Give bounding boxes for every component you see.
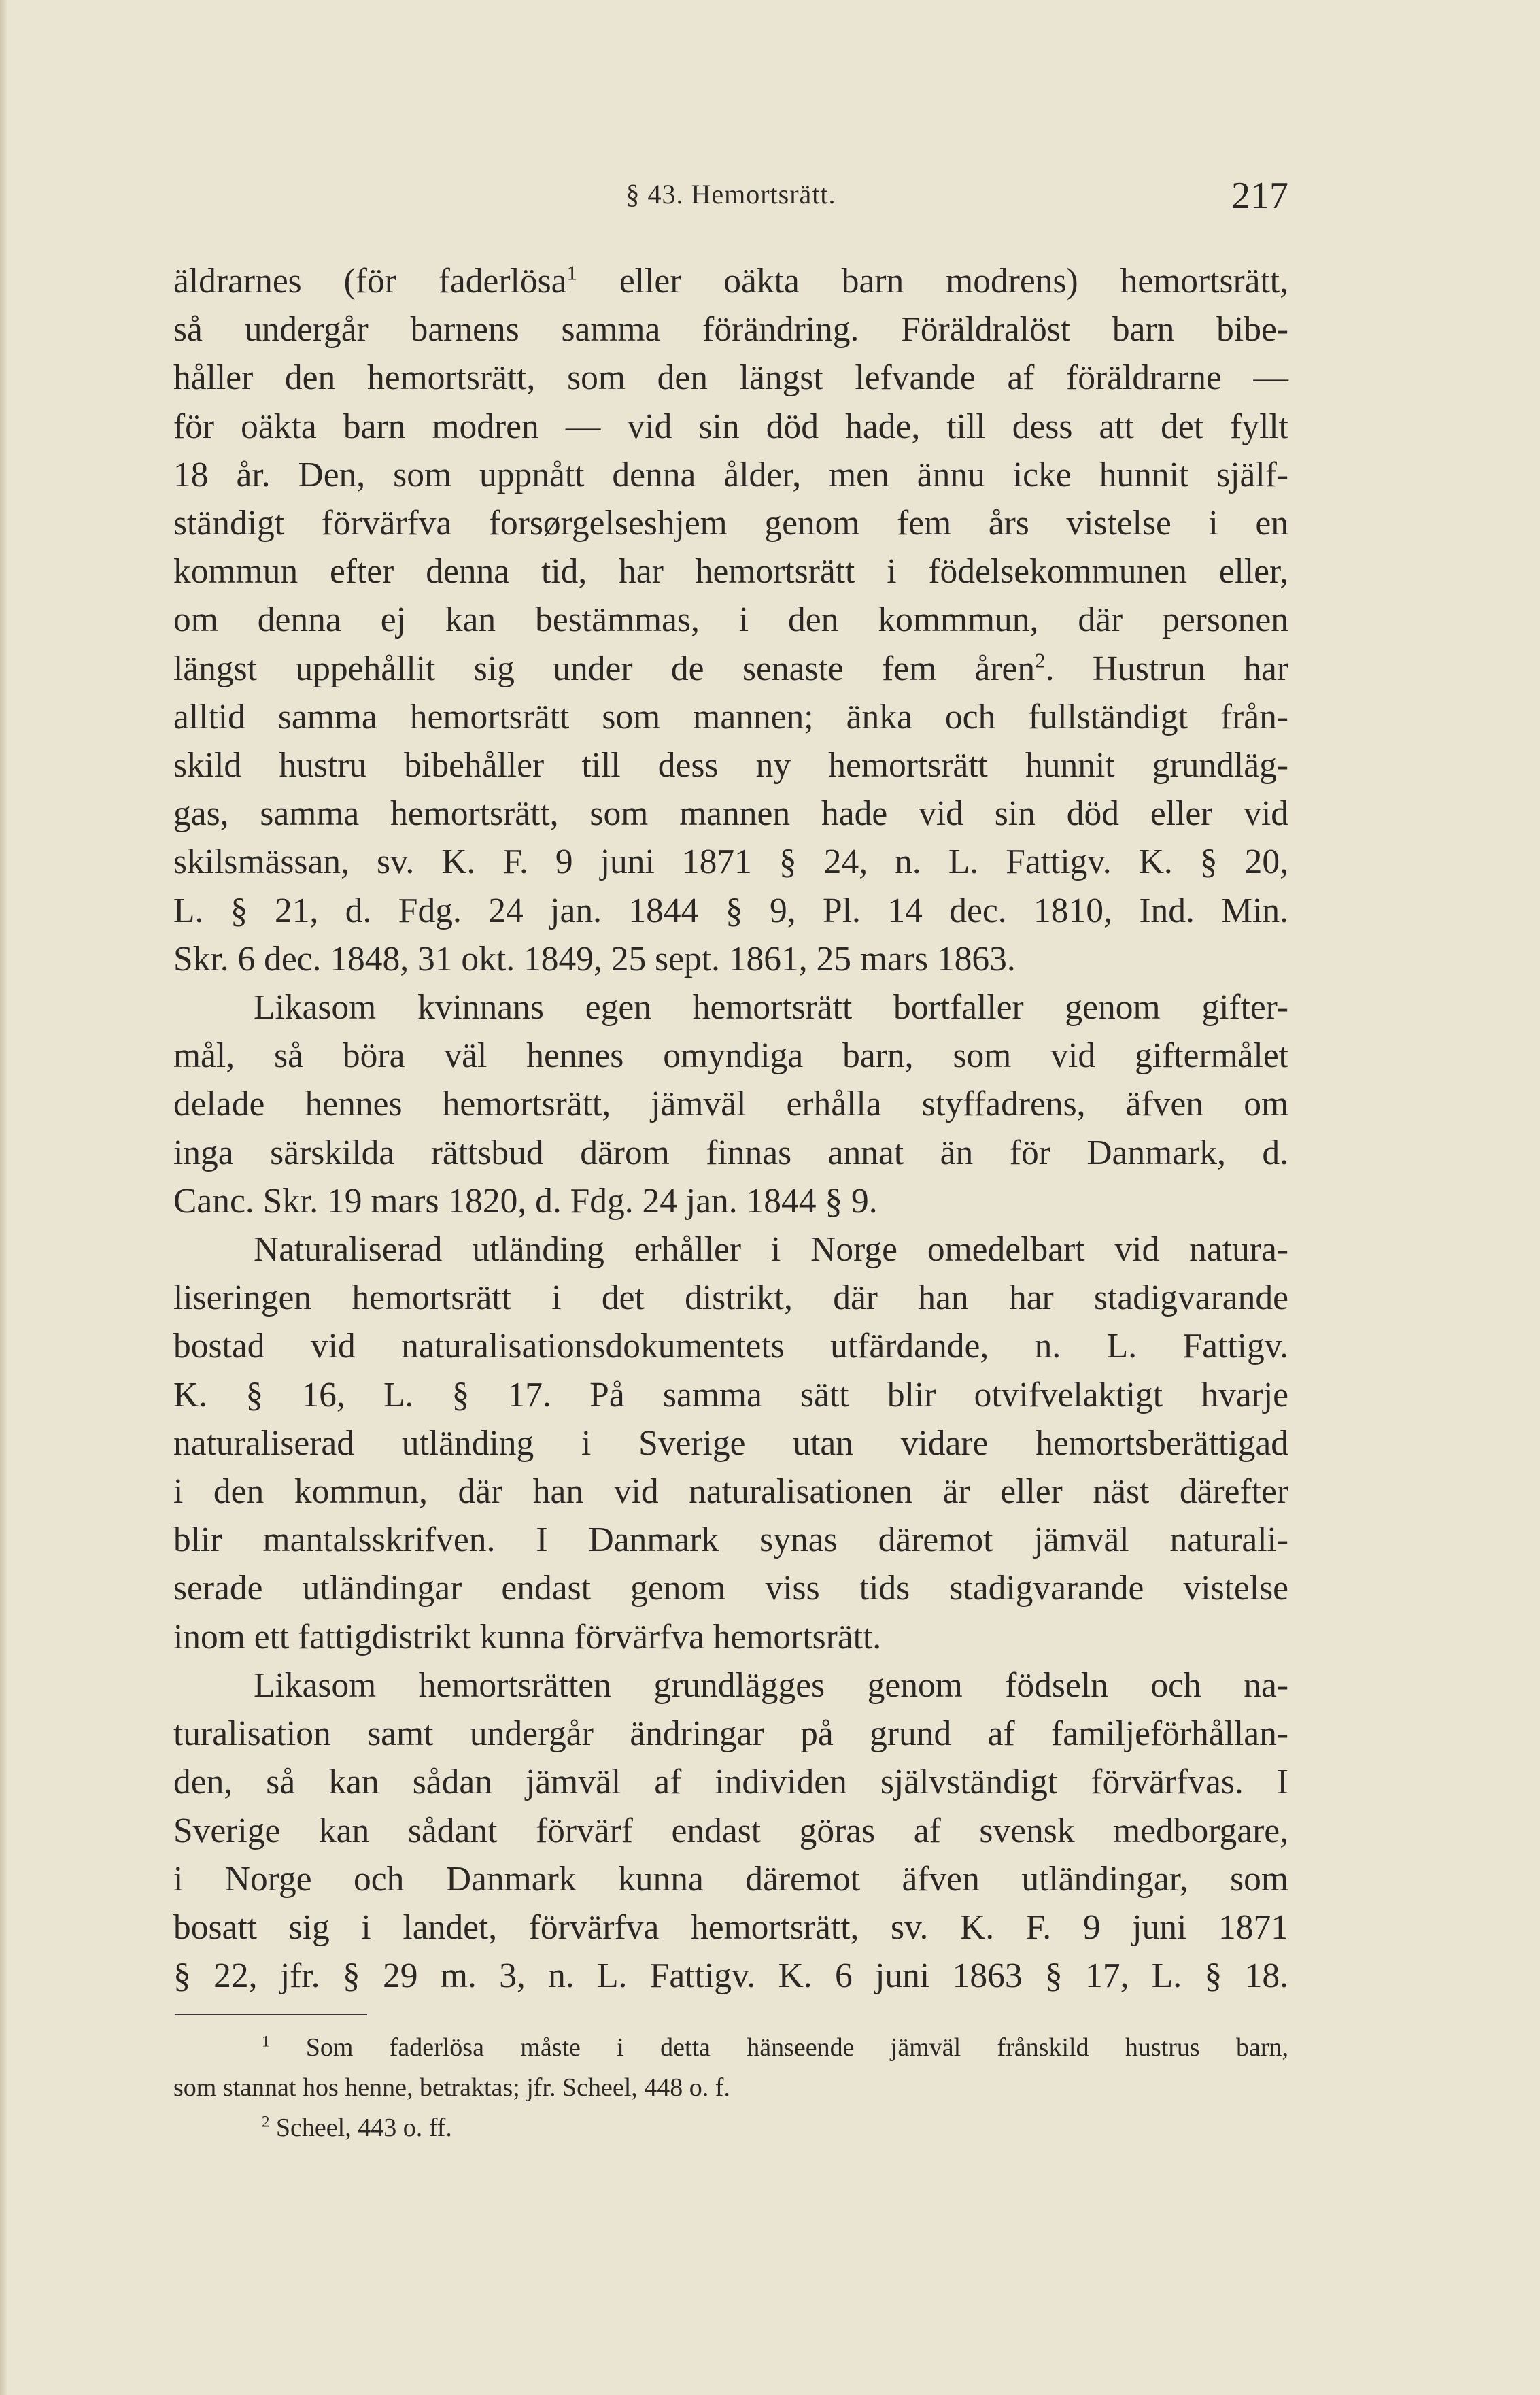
footnotes [173,2028,1288,2148]
text-line: serade utländingar endast genom viss tids stadigvarande vistelse [173,1569,1288,1608]
paragraph [173,1661,1288,2000]
text-line: skilsmässan, sv. K. F. 9 juni 1871 § 24, n. L. Fattigv. K. § 20, [173,843,1288,882]
text-line: håller den hemortsrätt, som den längst lefvande af föräldrarne — [173,358,1288,398]
text-line: kommun efter denna tid, har hemortsrätt i födelsekommunen eller, [173,552,1288,592]
footnote-marker: 1 [262,2033,270,2050]
text-line: delade hennes hemortsrätt, jämväl erhålla styffadrens, äfven om [173,1085,1288,1124]
text-line: den, så kan sådan jämväl af individen självständigt förvärfvas. I [173,1763,1288,1802]
body-text [173,257,1288,2000]
text-line: § 22, jfr. § 29 m. 3, n. L. Fattigv. K. 6 juni 1863 § 17, L. § 18. [173,1956,1288,1996]
text-line: skild hustru bibehåller till dess ny hemortsrätt hunnit grundläg- [173,746,1288,785]
text-line: K. § 16, L. § 17. På samma sätt blir otvifvelaktigt hvarje [173,1375,1288,1414]
text-line: Skr. 6 dec. 1848, 31 okt. 1849, 25 sept. 1861, 25 mars 1863. [173,939,1016,979]
text-line: Likasom kvinnans egen hemortsrätt bortfaller genom gifter- [254,988,1288,1027]
text-line: L. § 21, d. Fdg. 24 jan. 1844 § 9, Pl. 14 dec. 1810, Ind. Min. [173,891,1288,930]
paragraph [173,257,1288,983]
text-line: 18 år. Den, som uppnått denna ålder, men ännu icke hunnit själf- [173,455,1288,494]
footnote-1 [173,2028,1288,2108]
text-line: så undergår barnens samma förändring. Föräldralöst barn bibe- [173,310,1288,350]
text-line: gas, samma hemortsrätt, som mannen hade vid sin död eller vid [173,794,1288,834]
text-line: i Norge och Danmark kunna däremot äfven utländingar, som [173,1859,1288,1899]
text-line: i den kommun, där han vid naturalisationen är eller näst därefter [173,1472,1288,1512]
text-line: äldrarnes (för faderlösa$^1$ eller oäkta barn modrens) hemortsrätt, [173,260,1288,301]
text-line: om denna ej kan bestämmas, i den kommmun, där personen [173,600,1288,640]
text-line: Likasom hemortsrätten grundlägges genom födseln och na- [254,1665,1288,1705]
page-number: 217 [1231,175,1288,217]
text-line: $^2$ Scheel, 443 o. ff. [262,2113,452,2142]
footnote-ref: 2 [1035,648,1046,673]
text-line: turalisation samt undergår ändringar på grund af familjeförhållan- [173,1714,1288,1754]
text-line: Sverige kan sådant förvärf endast göras af svensk medborgare, [173,1811,1288,1850]
text-line: inga särskilda rättsbud därom finnas annat än för Danmark, d. [173,1133,1288,1172]
text-line: mål, så böra väl hennes omyndiga barn, som vid giftermålet [173,1036,1288,1076]
text-line: som stannat hos henne, betraktas; jfr. Scheel, 448 o. f. [173,2073,730,2102]
text-line: alltid samma hemortsrätt som mannen; änka och fullständigt från- [173,697,1288,736]
text-line: för oäkta barn modren — vid sin död hade, till dess att det fyllt [173,407,1288,446]
footnote-2 [173,2108,1288,2148]
text-line: Canc. Skr. 19 mars 1820, d. Fdg. 24 jan. 1844 § 9. [173,1181,878,1221]
text-line: blir mantalsskrifven. I Danmark synas däremot jämväl naturali- [173,1521,1288,1560]
page-header [173,175,1288,219]
text-line: ständigt förvärfva forsørgelseshjem genom fem års vistelse i en [173,504,1288,543]
text-line: naturaliserad utländing i Sverige utan vidare hemortsberättigad [173,1423,1288,1463]
text-line: Naturaliserad utländing erhåller i Norge omedelbart vid natura- [254,1230,1288,1270]
running-head: § 43. Hemortsrätt. [626,179,836,209]
page-edge [0,0,7,2395]
text-line: $^1$ Som faderlösa måste i detta hänseende jämväl frånskild hustrus barn, [262,2033,1288,2062]
paragraph [173,1225,1288,1661]
text-line: längst uppehållit sig under de senaste fem åren$^2$. Hustrun har [173,648,1288,688]
footnote-divider [175,2014,367,2015]
text-line: liseringen hemortsrätt i det distrikt, där han har stadigvarande [173,1278,1288,1318]
footnote-ref: 1 [566,260,577,285]
footnote-marker: 2 [262,2113,270,2130]
text-line: bostad vid naturalisationsdokumentets utfärdande, n. L. Fattigv. [173,1327,1288,1366]
text-line: inom ett fattigdistrikt kunna förvärfva hemortsrätt. [173,1617,882,1657]
paragraph [173,983,1288,1225]
text-line: bosatt sig i landet, förvärfva hemortsrätt, sv. K. F. 9 juni 1871 [173,1907,1288,1947]
